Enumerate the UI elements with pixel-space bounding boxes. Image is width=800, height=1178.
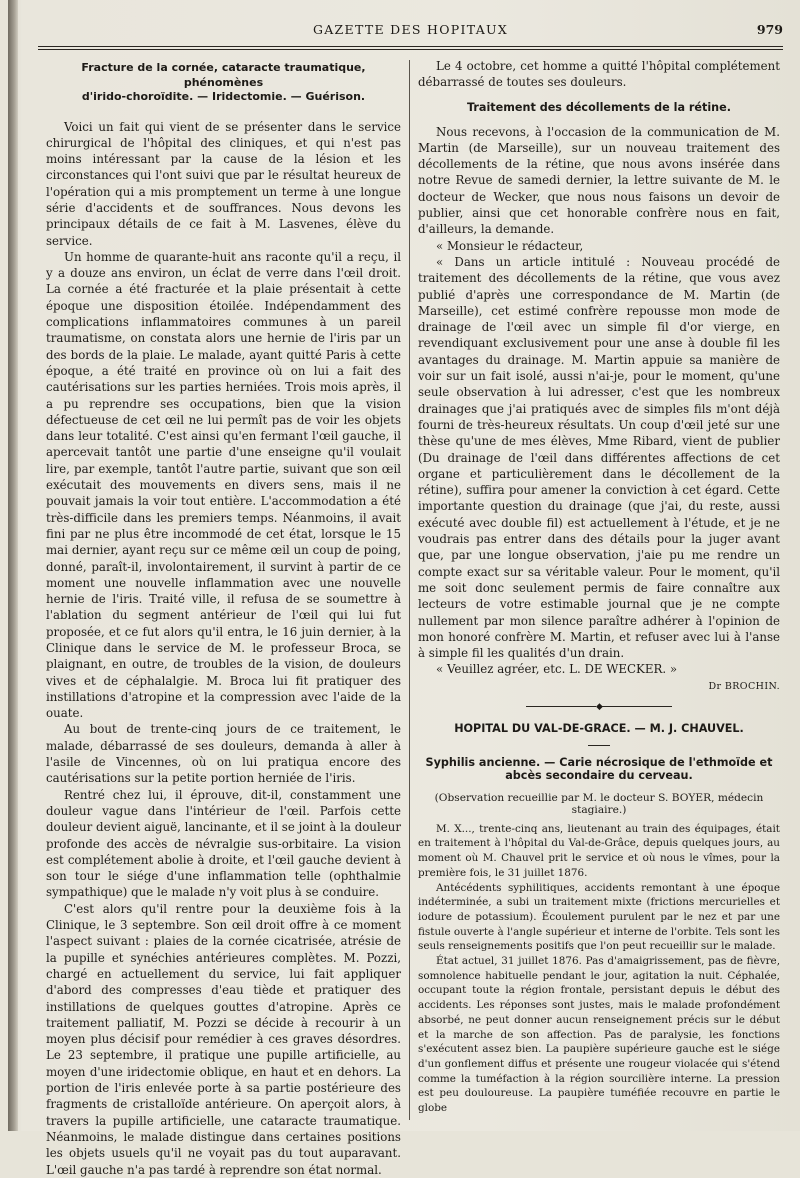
article-paragraph: C'est alors qu'il rentre pour la deuxième fois à la Clinique, le 3 septembre. Son œil droit offre à ce moment l'aspect suivant : plaies de la cornée cicatrisée, atrésie de la pupille et synéchies antérieures complètes. M. Pozzi, chargé en actuellement du service, lui fait appliquer d'abord des compresses d'eau tiède et pratiquer des instillations de quelques gouttes d'atropine. Après ce traitement palliatif, M. Pozzi se décide à recourir à un moyen plus décisif pour remédier à ces graves désordres. Le 23 septembre, il pratique une pupille artificielle, au moyen d'une iridectomie oblique, en haut et en dehors. La portion de l'iris enlevée porte à sa partie postérieure des fragments de cristalloïde antérieure. On aperçoit alors, à travers la pupille artificielle, une cataracte traumatique. Néanmoins, le malade distingue dans certaines positions les objets usuels qu'il ne voyait pas du tout auparavant. L'œil gauche n'a pas tardé à reprendre son état normal. bbox=[46, 901, 401, 1177]
newspaper-page bbox=[8, 0, 800, 1177]
page-binding-edge bbox=[8, 0, 18, 1131]
case-paragraph: M. X..., trente-cinq ans, lieutenant au train des équipages, était en traitement à l'hôpital du Val-de-Grâce, depuis quelques jours, au moment où M. Chauvel prit le service et où nous le vîmes, pour la première fois, le 31 juillet 1876. bbox=[418, 822, 780, 879]
header-rule bbox=[38, 46, 783, 47]
article-heading-line1: Fracture de la cornée, cataracte traumatique, phénomènes bbox=[81, 61, 366, 89]
letter-closing: « Veuillez agréer, etc. L. DE WECKER. » bbox=[436, 662, 678, 677]
case-paragraph: Antécédents syphilitiques, accidents remontant à une époque indéterminée, a subi un traitement mixte (frictions mercurielles et iodure de potassium). Écoulement purulent par le nez et par une fistule ouverte à l'angle supérieur et interne de l'orbite. Tels sont les seuls renseignements positifs que l'on peut recueillir sur le malade. bbox=[418, 881, 780, 953]
short-rule bbox=[588, 745, 610, 746]
intro-paragraph: Le 4 octobre, cet homme a quitté l'hôpital complétement débarrassé de toutes ses douleurs. bbox=[418, 59, 780, 90]
column-divider bbox=[409, 60, 410, 1120]
observation-note: (Observation recueillie par M. le docteur S. BOYER, médecin stagiaire.) bbox=[434, 791, 764, 816]
letter-paragraph: Nous recevons, à l'occasion de la communication de M. Martin (de Marseille), sur un nouveau traitement des décollements de la rétine, que nous avons insérée dans notre Revue de samedi dernier, la lettre suivante de M. le docteur de Wecker, que nous nous faisons un devoir de publier, ainsi que cet honorable confrère nous en fait, d'ailleurs, la demande. bbox=[418, 124, 780, 237]
section-title-hospital: HOPITAL DU VAL-DE-GRACE. — M. J. CHAUVEL. bbox=[454, 721, 744, 735]
article-paragraph: Voici un fait qui vient de se présenter dans le service chirurgical de l'hôpital des cliniques, et qui n'est pas moins intéressant par la cause de la lésion et les circonstances qui l'ont suivi que par le résultat heureux de l'opération qui a mis promptement un terme à une longue série d'accidents et de souffrances. Nous devons les principaux détails de ce fait à M. Lasvenes, élève du service. bbox=[46, 119, 401, 248]
header-rule-thin bbox=[38, 49, 783, 50]
page-number: 979 bbox=[756, 22, 783, 37]
case-paragraph: État actuel, 31 juillet 1876. Pas d'amaigrissement, pas de fièvre, somnolence habituelle pendant le jour, agitation la nuit. Céphalée, occupant toute la région frontale, persistant depuis le début des accidents. Les réponses sont justes, mais le malade profondément absorbé, ne peut donner aucun renseignement précis sur le début et la marche de son affection. Pas de paralysie, les fonctions s'exécutent assez bien. La paupière supérieure gauche est le siége d'un gonflement diffus et présente une rougeur violacée qui s'étend comme la tuméfaction à la région sourcilière interne. La pression est peu douloureuse. La paupière tuméfiée recouvre en partie le globe bbox=[418, 955, 780, 1115]
section-title-retina: Traitement des décollements de la rétine. bbox=[467, 100, 731, 114]
section-ornament: ◆ bbox=[418, 702, 780, 712]
article-heading-line2: d'irido-choroïdite. — Iridectomie. — Guérison. bbox=[81, 90, 366, 103]
right-column bbox=[418, 58, 780, 1123]
author-signature: Dr BROCHIN. bbox=[708, 680, 780, 692]
section-title-syphilis: Syphilis ancienne. — Carie nécrosique de l'ethmoïde et abcès secondaire du cerveau. bbox=[425, 755, 773, 782]
letter-paragraph: « Dans un article intitulé : Nouveau procédé de traitement des décollements de la rétine, que vous avez publié d'après une correspondance de M. Martin (de Marseille), cet estimé confrère repousse mon mode de drainage de l'œil avec un simple fil d'or vierge, en revendiquant exclusivement pour une anse à double fil les avantages du drainage. M. Martin appuie sa manière de voir sur un fait isolé, aussi n'ai-je, pour le moment, qu'une seule observation à lui adresser, c'est que les nombreux drainages que j'ai pratiqués avec de simples fils m'ont déjà fourni de très-heureux résultats. Un coup d'œil jeté sur une thèse qu'une de mes élèves, Mme Ribard, vient de publier (Du drainage de l'œil dans différentes affections de cet organe et particulièrement dans le décollement de la rétine), suffira pour amener la conviction à cet égard. Cette importante question du drainage (que j'ai, du reste, aussi exécuté avec double fil) est actuellement à l'étude, et je ne voudrais pas entrer dans des détails pour la juger avant que, par une longue observation, j'aie pu me rendre un compte exact sur sa véritable valeur. Pour le moment, qu'il me soit donc seulement permis de faire connaître aux lecteurs de votre estimable journal que je ne compte nullement par mon silence paraître adhérer à l'opinion de mon honoré confrère M. Martin, et refuser avec lui à l'anse à simple fil les qualités d'un drain. bbox=[418, 254, 780, 661]
article-paragraph: Rentré chez lui, il éprouve, dit-il, constamment une douleur vague dans l'intérieur de l'œil. Parfois cette douleur devient aiguë, lancinante, et il se joint à la douleur profonde des accès de névralgie sus-orbitaire. La vision est complétement abolie à droite, et l'œil gauche devient à son tour le siége d'une inflammation telle (ophthalmie sympathique) que le malade n'y voit plus à se conduire. bbox=[46, 787, 401, 900]
article-heading bbox=[46, 61, 401, 105]
article-paragraph: Un homme de quarante-huit ans raconte qu'il a reçu, il y a douze ans environ, un éclat de verre dans l'œil droit. La cornée a été fracturée et la plaie présentait à cette époque une disposition étoilée. Indépendamment des complications inflammatoires communes à un pareil traumatisme, on constata alors une hernie de l'iris par un des bords de la plaie. Le malade, ayant quitté Paris à cette époque, a été traité en province où on lui a fait des cautérisations sur les parties herniées. Trois mois après, il a pu reprendre ses occupations, bien que la vision défectueuse de cet œil ne lui permît pas de voir les objets dans leur totalité. C'est ainsi qu'en fermant l'œil gauche, il apercevait tantôt une partie d'une enseigne qu'il voulait lire, par exemple, tantôt l'autre partie, suivant que son œil exécutait des mouvements en divers sens, mais il ne pouvait jamais la voir tout entière. L'accommodation a été très-difficile dans les premiers temps. Néanmoins, il avait fini par ne plus être incommodé de cet état, lorsque le 15 mai dernier, ayant reçu sur ce même œil un coup de poing, donné, paraît-il, involontairement, il survint à partir de ce moment une nouvelle inflammation avec une nouvelle hernie de l'iris. Traité ville, il refusa de se soumettre à l'ablation du segment antérieur de l'œil qui lui fut proposée, et ce fut alors qu'il entra, le 16 juin dernier, à la Clinique dans le service de M. le professeur Broca, se plaignant, en outre, de troubles de la vision, de douleurs vives et de céphalalgie. M. Broca lui fit pratiquer des instillations d'atropine et la compression avec l'aide de la ouate. bbox=[46, 249, 401, 721]
left-column bbox=[46, 58, 401, 1177]
page-header bbox=[38, 18, 783, 42]
article-paragraph: Au bout de trente-cinq jours de ce traitement, le malade, débarrassé de ses douleurs, demanda à aller à l'asile de Vincennes, où on lui pratiqua encore des cautérisations sur la petite portion herniée de l'iris. bbox=[46, 722, 401, 786]
journal-title: GAZETTE DES HOPITAUX bbox=[312, 22, 509, 37]
letter-salutation: « Monsieur le rédacteur, bbox=[436, 238, 584, 253]
